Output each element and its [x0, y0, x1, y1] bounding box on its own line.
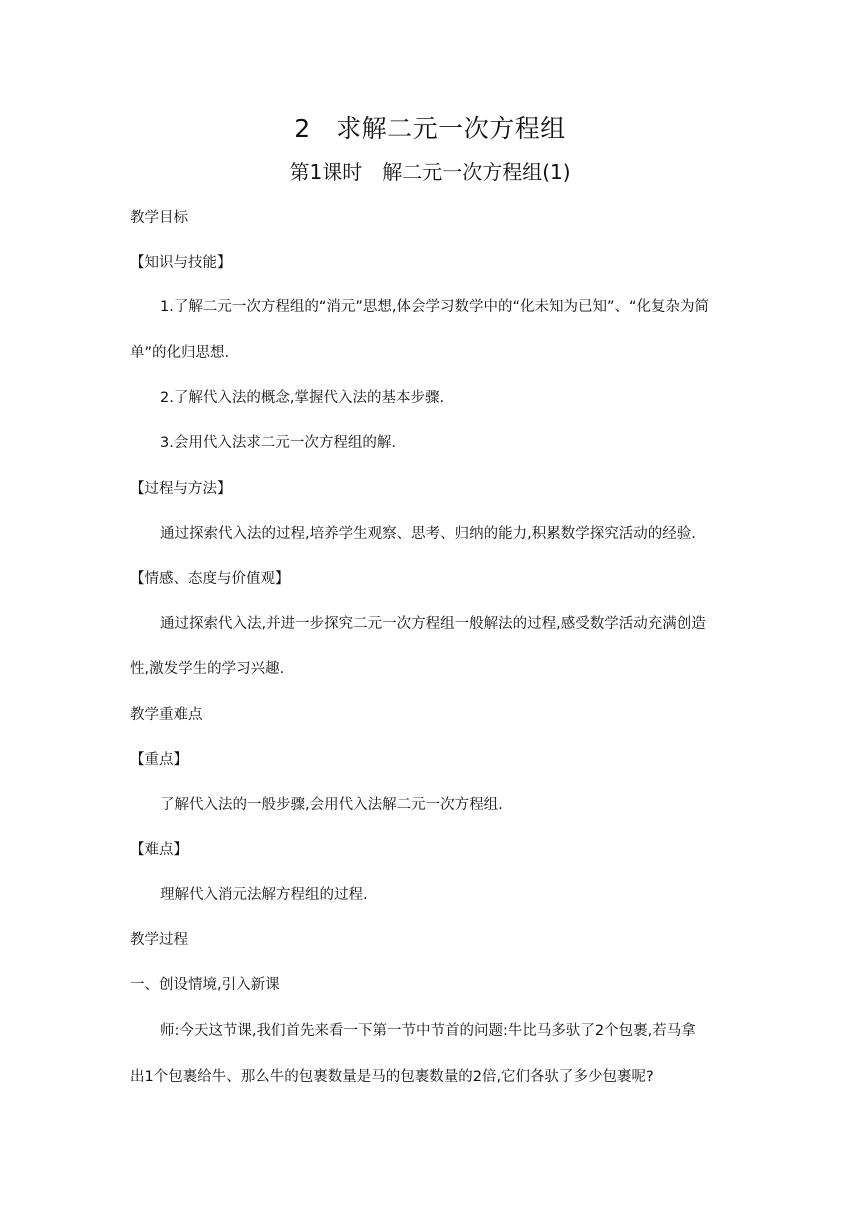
paragraph-line: 理解代入消元法解方程组的过程.: [160, 887, 368, 903]
paragraph-line: 了解代入法的一般步骤,会用代入法解二元一次方程组.: [160, 797, 503, 813]
section-heading: 一、创设情境,引入新课: [130, 977, 280, 993]
lesson-subtitle: 第1课时 解二元一次方程组(1): [289, 160, 571, 184]
subsection-heading: 【情感、态度与价值观】: [130, 571, 290, 587]
section-heading: 教学目标: [130, 210, 188, 226]
subsection-heading: 【知识与技能】: [130, 255, 232, 271]
paragraph-line: 通过探索代入法,并进一步探究二元一次方程组一般解法的过程,感受数学活动充满创造: [160, 616, 706, 632]
paragraph-line: 出1个包裹给牛、那么牛的包裹数量是马的包裹数量的2倍,它们各驮了多少包裹呢?: [130, 1069, 654, 1085]
section-heading: 教学重难点: [130, 707, 203, 723]
paragraph-line: 2.了解代入法的概念,掌握代入法的基本步骤.: [160, 390, 445, 406]
section-heading: 教学过程: [130, 932, 188, 948]
subsection-heading: 【重点】: [130, 752, 188, 768]
paragraph-line: 性,激发学生的学习兴趣.: [130, 661, 285, 677]
subsection-heading: 【过程与方法】: [130, 481, 232, 497]
paragraph-line: 单”的化归思想.: [130, 345, 230, 361]
subsection-heading: 【难点】: [130, 842, 188, 858]
paragraph-line: 通过探索代入法的过程,培养学生观察、思考、归纳的能力,积累数学探究活动的经验.: [160, 526, 696, 542]
document-title: 2 求解二元一次方程组: [294, 114, 566, 143]
paragraph-line: 3.会用代入法求二元一次方程组的解.: [160, 435, 396, 451]
paragraph-line: 1.了解二元一次方程组的“消元”思想,体会学习数学中的“化未知为已知”、“化复杂为简: [160, 299, 710, 315]
paragraph-line: 师:今天这节课,我们首先来看一下第一节中节首的问题:牛比马多驮了2个包裹,若马拿: [160, 1023, 696, 1039]
